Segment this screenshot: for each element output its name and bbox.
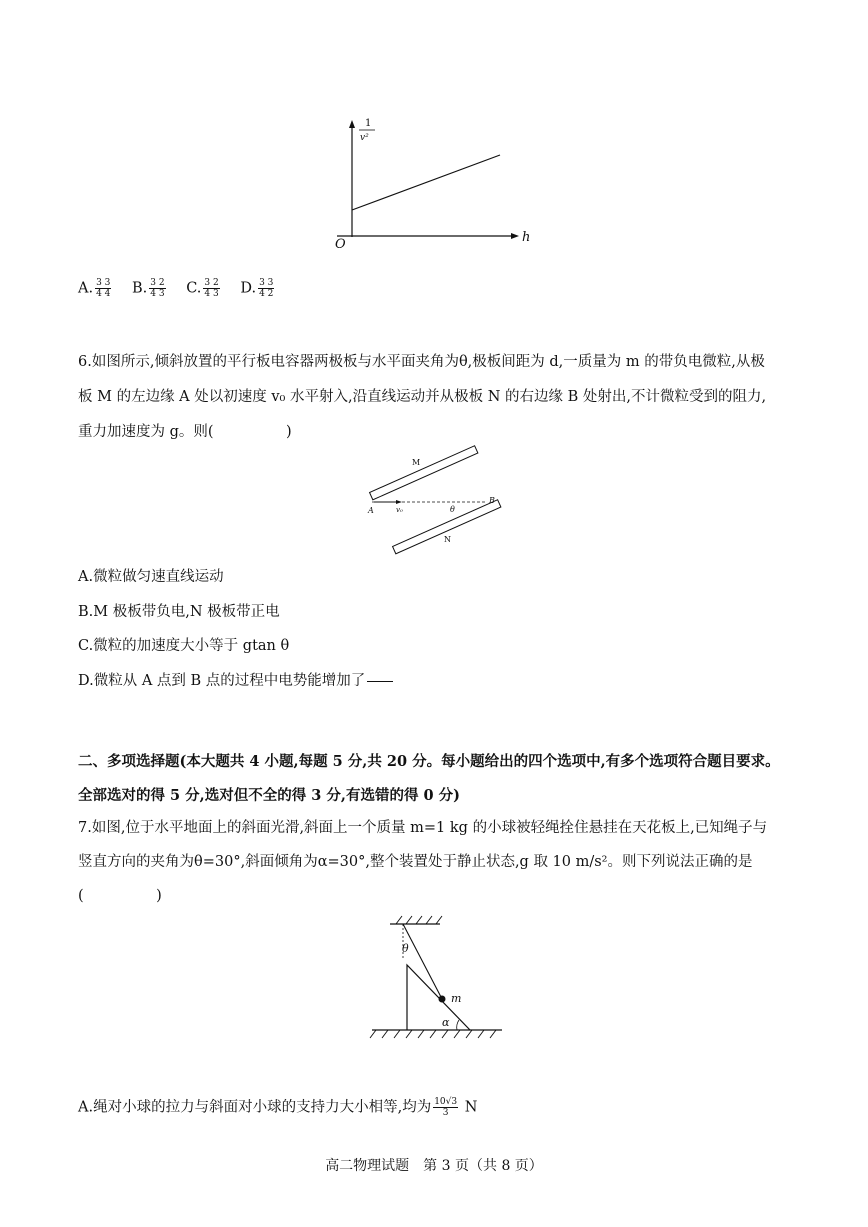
q6-capacitor-figure [362, 440, 502, 560]
q5-option-b[interactable]: B. $\frac{3 2}{4 3}$ [132, 278, 165, 299]
q5-options [78, 278, 290, 299]
fig-label-v0: v₀ [396, 506, 403, 514]
q7-line1: 7.如图,位于水平地面上的斜面光滑,斜面上一个质量 m=1 kg 的小球被轻绳拴住悬挂在天花板上,已知绳子与 [78, 820, 768, 836]
fig-label-a: A [368, 506, 374, 515]
q5-option-a[interactable]: A. $\frac{3 3}{4 4}$ [78, 278, 111, 299]
q7-line2: 竖直方向的夹角为θ=30°,斜面倾角为α=30°,整个装置处于静止状态,g 取 10 m/s²。则下列说法正确的是 [78, 854, 753, 870]
section2-heading: 二、多项选择题(本大题共 4 小题,每题 5 分,共 20 分。每小题给出的四个选项中,有多个选项符合题目要求。 [78, 753, 780, 770]
q6-option-d[interactable] [78, 671, 393, 691]
q5-option-c[interactable]: C. $\frac{3 2}{4 3}$ [186, 278, 219, 299]
q6-option-a[interactable]: A.微粒做匀速直线运动 [78, 569, 224, 585]
q7-option-a-fraction: $\frac{10√3}{3}$ [434, 1097, 458, 1118]
fig-label-m: M [412, 458, 421, 467]
q7-incline-figure [362, 910, 507, 1045]
q6-line2: 板 M 的左边缘 A 处以初速度 v₀ 水平射入,沿直线运动并从极板 N 的右边缘 B 处射出,不计微粒受到的阻力, [78, 389, 767, 405]
fig-label-theta: θ [450, 505, 455, 514]
q6-line3: 重力加速度为 g。则( ) [78, 424, 292, 440]
q5-option-d[interactable]: D. $\frac{3 3}{4 2}$ [240, 278, 274, 299]
graph-ylabel-num: 1 [365, 118, 372, 129]
graph-ylabel-den: v² [360, 133, 369, 143]
q7-line3: ( ) [78, 888, 162, 904]
graph-origin: O [335, 237, 346, 252]
fig-label-b: B [489, 496, 495, 505]
q5-graph [325, 112, 540, 252]
fig-label-n: N [444, 535, 451, 544]
q6-option-d-text: D.微粒从 A 点到 B 点的过程中电势能增加了 [78, 673, 366, 689]
section2-heading-cont: 全部选对的得 5 分,选对但不全的得 3 分,有选错的得 0 分) [78, 787, 461, 804]
q6-option-b[interactable]: B.M 极板带负电,N 极板带正电 [78, 604, 280, 620]
page-footer: 高二物理试题 第 3 页（共 8 页） [325, 1158, 543, 1174]
fig-label-alpha: α [442, 1016, 450, 1029]
fig-label-theta7: θ [402, 942, 409, 955]
fig-label-mass: m [451, 992, 462, 1005]
q6-line1: 6.如图所示,倾斜放置的平行板电容器两极板与水平面夹角为θ,极板间距为 d,一质量为 m 的带负电微粒,从极 [78, 354, 765, 370]
q6-option-c[interactable]: C.微粒的加速度大小等于 gtan θ [78, 638, 290, 654]
q7-option-a-text: A.绳对小球的拉力与斜面对小球的支持力大小相等,均为 [78, 1099, 432, 1116]
graph-xlabel: h [522, 230, 531, 245]
q7-option-a[interactable]: A.绳对小球的拉力与斜面对小球的支持力大小相等,均为 $\frac{10√3}{3}$ N [78, 1097, 478, 1118]
